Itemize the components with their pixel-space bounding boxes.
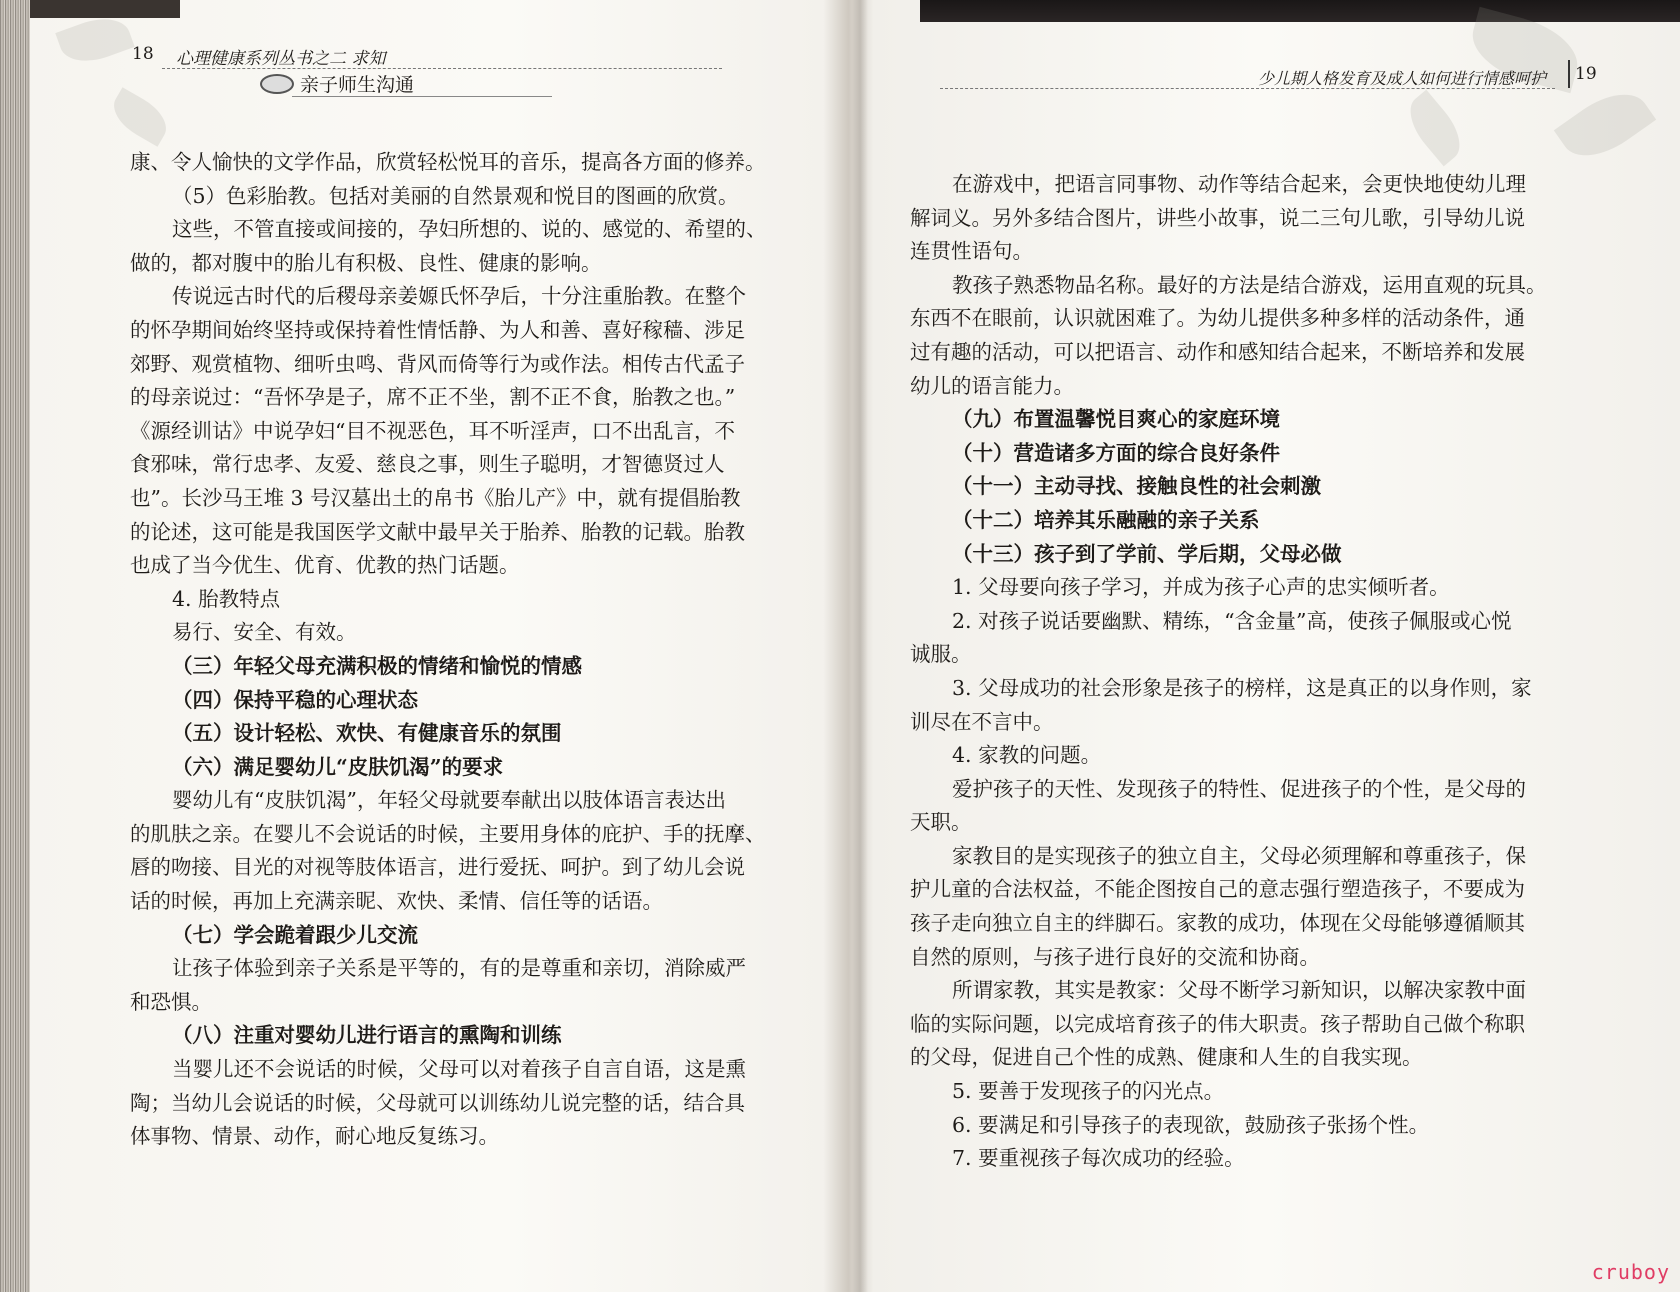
text-line: 婴幼儿有“皮肤饥渴”，年轻父母就要奉献出以肢体语言表达出 [172,788,726,813]
text-line: 6. 要满足和引导孩子的表现欲，鼓励孩子张扬个性。 [952,1112,1430,1137]
text-line: 话的时候，再加上充满亲昵、欢快、柔情、信任等的话语。 [130,889,663,914]
book-subtitle: 亲子师生沟通 [300,74,415,96]
text-line: 的怀孕期间始终坚持或保持着性情恬静、为人和善、喜好稼穑、涉足 [130,317,745,342]
subtitle-underline [292,96,552,105]
text-line: 郊野、观赏植物、细听虫鸣、背风而倚等行为或作法。相传古代孟子 [130,351,745,376]
text-line: 在游戏中，把语言同事物、动作等结合起来，会更快地使幼儿理 [952,172,1526,196]
text-line: 也”。长沙马王堆 3 号汉墓出土的帛书《胎儿产》中，就有提倡胎教 [130,485,741,510]
text-line: 训尽在不言中。 [910,709,1054,734]
text-line: 幼儿的语言能力。 [910,373,1074,398]
text-line: 的母亲说过：“吾怀孕是子，席不正不坐，割不正不食，胎教之也。” [130,385,736,410]
section-heading: （四）保持平稳的心理状态 [172,687,418,712]
text-line: 3. 父母成功的社会形象是孩子的榜样，这是真正的以身作则，家 [952,675,1532,700]
text-line: 的肌肤之亲。在婴儿不会说话的时候，主要用身体的庇护、手的抚摩、 [130,821,766,846]
text-line: 4. 胎教特点 [172,586,281,611]
text-line: 这些，不管直接或间接的，孕妇所想的、说的、感觉的、希望的、 [172,217,767,242]
text-line: 4. 家教的问题。 [952,743,1102,768]
text-line: （5）色彩胎教。包括对美丽的自然景观和悦目的图画的欣赏。 [172,183,739,208]
section-heading: （十）营造诸多方面的综合良好条件 [952,440,1280,465]
text-line: 1. 父母要向孩子学习，并成为孩子心声的忠实倾听者。 [952,575,1450,600]
text-line: 东西不在眼前，认识就困难了。为幼儿提供多种多样的活动条件，通 [910,306,1525,331]
text-line: 让孩子体验到亲子关系是平等的，有的是尊重和亲切，消除威严 [172,956,746,981]
text-line: 所谓家教，其实是教家：父母不断学习新知识，以解决家教中面 [952,978,1526,1003]
right-page-header-title: 少儿期人格发育及成人如何进行情感呵护 [1258,69,1547,88]
section-heading: （七）学会跪着跟少儿交流 [172,922,418,947]
section-heading: （九）布置温馨悦目爽心的家庭环境 [952,407,1280,432]
text-line: 的论述，这可能是我国医学文献中最早关于胎养、胎教的记载。胎教 [130,519,745,544]
text-line: 天职。 [910,810,972,835]
watermark: cruboy [1591,1260,1670,1284]
text-line: 5. 要善于发现孩子的闪光点。 [952,1079,1225,1104]
right-page-number: 19 [1575,64,1597,84]
text-line: 体事物、情景、动作，耐心地反复练习。 [130,1124,499,1149]
text-line: 食邪味，常行忠孝、友爱、慈良之事，则生子聪明，才智德贤过人 [130,452,725,477]
left-page-body [130,146,820,1154]
series-title: 心理健康系列丛书之二 求知 [176,49,386,69]
text-line: 家教目的是实现孩子的独立自主，父母必须理解和尊重孩子，保 [952,843,1526,868]
text-line: 康、令人愉快的文学作品，欣赏轻松悦耳的音乐，提高各方面的修养。 [130,150,766,174]
left-page-number: 18 [132,44,154,64]
section-heading: （十一）主动寻找、接触良性的社会刺激 [952,474,1321,499]
scan-border-top-right [920,0,1680,22]
handshake-icon [260,74,294,94]
header-divider [162,68,722,69]
book-gutter [852,0,868,1292]
text-line: 陶；当幼儿会说话的时候，父母就可以训练幼儿说完整的话，结合具 [130,1090,745,1115]
text-line: 连贯性语句。 [910,239,1033,264]
text-line: 的父母，促进自己个性的成熟、健康和人生的自我实现。 [910,1045,1423,1070]
text-line: 孩子走向独立自主的绊脚石。家教的成功，体现在父母能够遵循顺其 [910,911,1525,936]
text-line: 易行、安全、有效。 [172,620,357,645]
text-line: 临的实际问题，以完成培育孩子的伟大职责。孩子帮助自己做个称职 [910,1011,1525,1036]
header-divider [940,88,1555,89]
text-line: 《源经训诂》中说孕妇“目不视恶色，耳不听淫声，口不出乱言，不 [130,418,735,443]
text-line: 传说远古时代的后稷母亲姜嫄氏怀孕后，十分注重胎教。在整个 [172,284,746,309]
text-line: 2. 对孩子说话要幽默、精练，“含金量”高，使孩子佩服或心悦 [952,608,1512,633]
text-line: 和恐惧。 [130,989,212,1014]
section-heading: （十三）孩子到了学前、学后期，父母必做 [952,541,1342,566]
text-line: 唇的吻接、目光的对视等肢体语言，进行爱抚、呵护。到了幼儿会说 [130,855,745,880]
text-line: 护儿童的合法权益，不能企图按自己的意志强行塑造孩子，不要成为 [910,877,1525,902]
header-divider [1568,60,1570,88]
section-heading: （六）满足婴幼儿“皮肤饥渴”的要求 [172,754,504,779]
text-line: 过有趣的活动，可以把语言、动作和感知结合起来，不断培养和发展 [910,339,1525,364]
page-edges [0,0,30,1292]
section-heading: （三）年轻父母充满积极的情绪和愉悦的情感 [172,653,582,678]
right-page-body [910,168,1600,1176]
text-line: 做的，都对腹中的胎儿有积极、良性、健康的影响。 [130,250,602,275]
text-line: 诚服。 [910,642,972,667]
section-heading: （十二）培养其乐融融的亲子关系 [952,507,1260,532]
text-line: 自然的原则，与孩子进行良好的交流和协商。 [910,944,1320,969]
text-line: 爱护孩子的天性、发现孩子的特性、促进孩子的个性，是父母的 [952,776,1526,801]
section-heading: （五）设计轻松、欢快、有健康音乐的氛围 [172,721,562,746]
text-line: 教孩子熟悉物品名称。最好的方法是结合游戏，运用直观的玩具。 [952,272,1547,297]
section-heading: （八）注重对婴幼儿进行语言的熏陶和训练 [172,1023,562,1048]
text-line: 7. 要重视孩子每次成功的经验。 [952,1146,1245,1171]
text-line: 解词义。另外多结合图片，讲些小故事，说二三句儿歌，引导幼儿说 [910,205,1525,230]
text-line: 当婴儿还不会说话的时候，父母可以对着孩子自言自语，这是熏 [172,1057,746,1082]
text-line: 也成了当今优生、优育、优教的热门话题。 [130,553,520,578]
